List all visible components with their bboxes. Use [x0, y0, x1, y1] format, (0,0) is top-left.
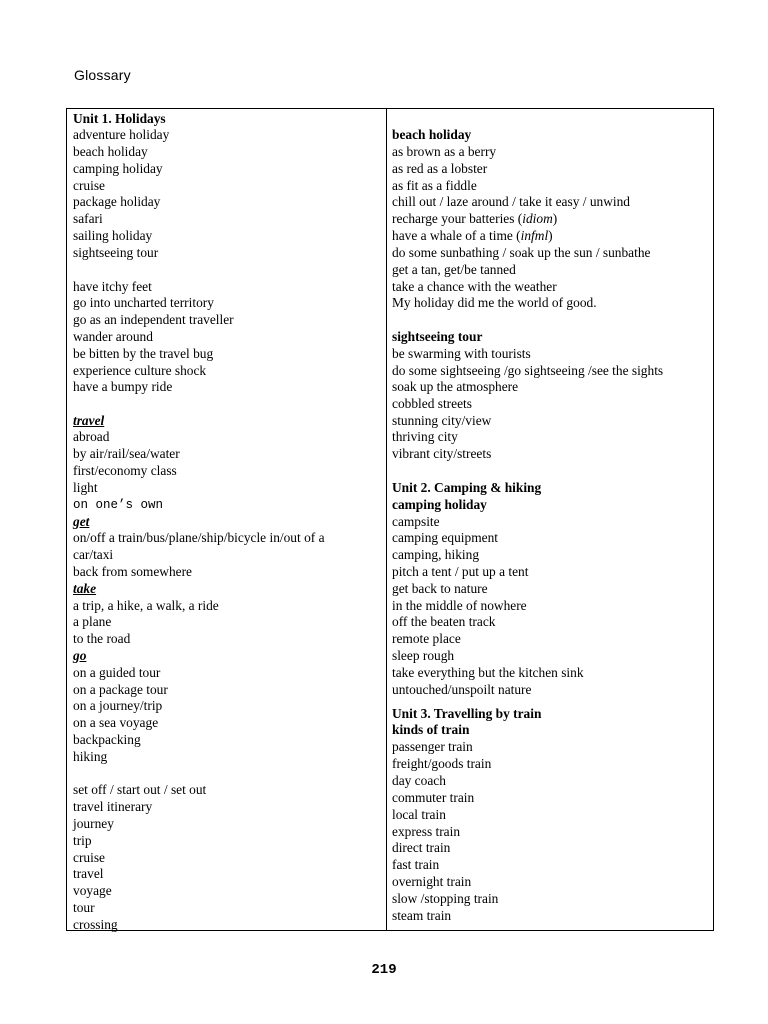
entry-untouched-unspoilt-nature: untouched/unspoilt nature [392, 682, 532, 697]
entry-overnight-train: overnight train [392, 874, 472, 889]
entry-on-off-a-train-bus-plane-ship-bicycle-in: on/off a train/bus/plane/ship/bicycle in/out of a [73, 530, 325, 545]
page-number: 219 [371, 962, 397, 978]
entry-camping-hiking: camping, hiking [392, 547, 480, 562]
entry-my-holiday-did-me-the-world-of-good: My holiday did me the world of good. [392, 295, 597, 310]
entry-as-fit-as-a-fiddle: as fit as a fiddle [392, 178, 477, 193]
entry-to-the-road: to the road [73, 631, 131, 646]
entry-day-coach: day coach [392, 773, 446, 788]
entry-have-a-whale-of-a-time-infml: have a whale of a time (infml) [392, 228, 553, 243]
heading-go: go [73, 648, 87, 663]
glossary-table [66, 108, 714, 931]
page-title: Glossary [74, 67, 131, 83]
entry-cruise: cruise [73, 850, 105, 865]
heading-unit-3-travelling-by-train: Unit 3. Travelling by train [392, 706, 542, 721]
entry-car-taxi: car/taxi [73, 547, 114, 562]
entry-sightseeing-tour: sightseeing tour [73, 245, 159, 260]
entry-on-a-sea-voyage: on a sea voyage [73, 715, 159, 730]
entry-experience-culture-shock: experience culture shock [73, 363, 207, 378]
entry-sailing-holiday: sailing holiday [73, 228, 153, 243]
entry-take-everything-but-the-kitchen-sink: take everything but the kitchen sink [392, 665, 584, 680]
entry-back-from-somewhere: back from somewhere [73, 564, 192, 579]
entry-travel-itinerary: travel itinerary [73, 799, 153, 814]
entry-light: light [73, 480, 98, 495]
entry-off-the-beaten-track: off the beaten track [392, 614, 496, 629]
entry-have-a-bumpy-ride: have a bumpy ride [73, 379, 173, 394]
entry-on-a-journey-trip: on a journey/trip [73, 698, 163, 713]
entry-set-off-start-out-set-out: set off / start out / set out [73, 782, 207, 797]
entry-be-bitten-by-the-travel-bug: be bitten by the travel bug [73, 346, 214, 361]
entry-tour: tour [73, 900, 95, 915]
entry-adventure-holiday: adventure holiday [73, 127, 170, 142]
entry-safari: safari [73, 211, 103, 226]
entry-camping-equipment: camping equipment [392, 530, 498, 545]
entry-fast-train: fast train [392, 857, 440, 872]
heading-unit-2-camping-hiking: Unit 2. Camping & hiking [392, 480, 542, 495]
entry-first-economy-class: first/economy class [73, 463, 177, 478]
entry-get-a-tan-get-be-tanned: get a tan, get/be tanned [392, 262, 516, 277]
entry-backpacking: backpacking [73, 732, 141, 747]
entry-sleep-rough: sleep rough [392, 648, 455, 663]
entry-commuter-train: commuter train [392, 790, 475, 805]
entry-as-brown-as-a-berry: as brown as a berry [392, 144, 497, 159]
heading-unit-1-holidays: Unit 1. Holidays [73, 111, 166, 126]
entry-be-swarming-with-tourists: be swarming with tourists [392, 346, 531, 361]
entry-steam-train: steam train [392, 908, 452, 923]
heading-take: take [73, 581, 97, 596]
entry-have-itchy-feet: have itchy feet [73, 279, 152, 294]
entry-get-back-to-nature: get back to nature [392, 581, 488, 596]
entry-go-into-uncharted-territory: go into uncharted territory [73, 295, 214, 310]
entry-camping-holiday: camping holiday [73, 161, 163, 176]
entry-crossing: crossing [73, 917, 118, 932]
entry-on-a-guided-tour: on a guided tour [73, 665, 161, 680]
entry-cruise: cruise [73, 178, 105, 193]
column-divider [386, 109, 387, 930]
entry-soak-up-the-atmosphere: soak up the atmosphere [392, 379, 519, 394]
entry-express-train: express train [392, 824, 461, 839]
entry-cobbled-streets: cobbled streets [392, 396, 472, 411]
entry-package-holiday: package holiday [73, 194, 161, 209]
entry-pitch-a-tent-put-up-a-tent: pitch a tent / put up a tent [392, 564, 529, 579]
entry-do-some-sightseeing-go-sightseeing-see-t: do some sightseeing /go sightseeing /see the sights [392, 363, 664, 378]
entry-passenger-train: passenger train [392, 739, 473, 754]
entry-journey: journey [73, 816, 114, 831]
entry-travel: travel [73, 866, 104, 881]
entry-vibrant-city-streets: vibrant city/streets [392, 446, 492, 461]
entry-a-trip-a-hike-a-walk-a-ride: a trip, a hike, a walk, a ride [73, 598, 219, 613]
entry-on-a-package-tour: on a package tour [73, 682, 168, 697]
heading-kinds-of-train: kinds of train [392, 722, 470, 737]
entry-remote-place: remote place [392, 631, 461, 646]
entry-local-train: local train [392, 807, 446, 822]
entry-voyage: voyage [73, 883, 112, 898]
entry-go-as-an-independent-traveller: go as an independent traveller [73, 312, 234, 327]
heading-beach-holiday: beach holiday [392, 127, 472, 142]
entry-trip: trip [73, 833, 92, 848]
entry-slow-stopping-train: slow /stopping train [392, 891, 499, 906]
entry-hiking: hiking [73, 749, 108, 764]
entry-recharge-your-batteries-idiom: recharge your batteries (idiom) [392, 211, 558, 226]
heading-camping-holiday: camping holiday [392, 497, 487, 512]
entry-in-the-middle-of-nowhere: in the middle of nowhere [392, 598, 527, 613]
entry-a-plane: a plane [73, 614, 112, 629]
heading-get: get [73, 514, 90, 529]
heading-sightseeing-tour: sightseeing tour [392, 329, 483, 344]
entry-by-air-rail-sea-water: by air/rail/sea/water [73, 446, 180, 461]
heading-travel: travel [73, 413, 105, 428]
entry-stunning-city-view: stunning city/view [392, 413, 492, 428]
entry-freight-goods-train: freight/goods train [392, 756, 492, 771]
entry-thriving-city: thriving city [392, 429, 458, 444]
entry-campsite: campsite [392, 514, 440, 529]
entry-as-red-as-a-lobster: as red as a lobster [392, 161, 488, 176]
entry-on-one-s-own: on one’s own [73, 498, 164, 512]
entry-abroad: abroad [73, 429, 110, 444]
entry-direct-train: direct train [392, 840, 451, 855]
entry-wander-around: wander around [73, 329, 153, 344]
entry-chill-out-laze-around-take-it-easy-unwin: chill out / laze around / take it easy / unwind [392, 194, 630, 209]
entry-do-some-sunbathing-soak-up-the-sun-sunba: do some sunbathing / soak up the sun / sunbathe [392, 245, 651, 260]
entry-beach-holiday: beach holiday [73, 144, 148, 159]
entry-take-a-chance-with-the-weather: take a chance with the weather [392, 279, 557, 294]
